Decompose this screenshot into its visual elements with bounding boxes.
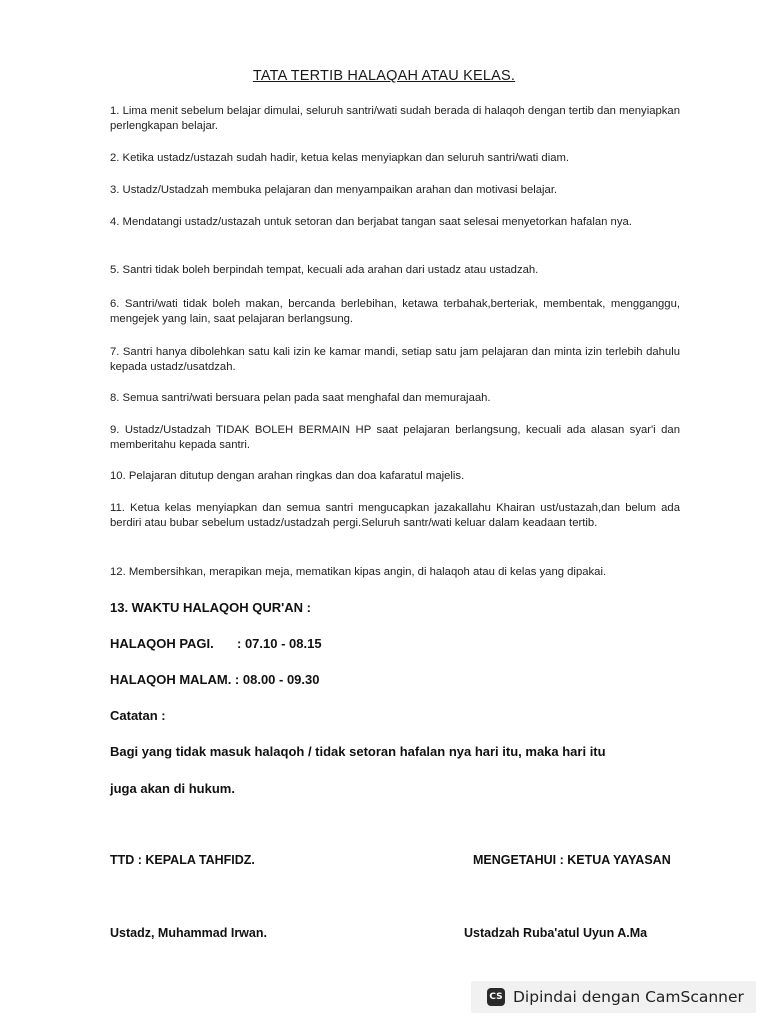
rule-4: 4. Mendatangi ustadz/ustazah untuk setoran dan berjabat tangan saat selesai menyetorkan hafalan nya. (110, 216, 632, 228)
rule-6: 6. Santri/wati tidak boleh makan, bercanda berlebihan, ketawa terbahak,berteriak, membentak, mengganggu, mengejek yang lain, saat pelajaran berlangsung. (110, 298, 680, 325)
rule-10: 10. Pelajaran ditutup dengan arahan ringkas dan doa kafaratul majelis. (110, 470, 465, 482)
schedule-malam: HALAQOH MALAM. : 08.00 - 09.30 (110, 672, 320, 687)
note-line-2: juga akan di hukum. (110, 781, 235, 796)
rule-1: 1. Lima menit sebelum belajar dimulai, seluruh santri/wati sudah berada di halaqoh dengan tertib dan menyiapkan perlengkapan belajar. (110, 105, 680, 132)
schedule-heading: 13. WAKTU HALAQOH QUR'AN : (110, 600, 311, 615)
schedule-pagi-label: HALAQOH PAGI. (110, 636, 214, 651)
camscanner-logo-icon: CS (487, 988, 505, 1006)
note-label: Catatan : (110, 708, 166, 723)
signature-left-role: TTD : KEPALA TAHFIDZ. (110, 853, 255, 867)
camscanner-label: Dipindai dengan CamScanner (513, 988, 744, 1006)
rule-7: 7. Santri hanya dibolehkan satu kali izin ke kamar mandi, setiap satu jam pelajaran dan minta izin terlebih dahulu kepada ustadz/usatdzah. (110, 346, 680, 373)
rule-9: 9. Ustadz/Ustadzah TIDAK BOLEH BERMAIN HP saat pelajaran berlangsung, kecuali ada alasan syar'i dan memberitahu kepada santri. (110, 424, 680, 451)
rule-5: 5. Santri tidak boleh berpindah tempat, kecuali ada arahan dari ustadz atau ustadzah. (110, 264, 539, 276)
rule-2: 2. Ketika ustadz/ustazah sudah hadir, ketua kelas menyiapkan dan seluruh santri/wati diam. (110, 152, 570, 164)
schedule-pagi-time: : 07.10 - 08.15 (237, 636, 322, 651)
signature-left-name: Ustadz, Muhammad Irwan. (110, 926, 267, 940)
rule-11: 11. Ketua kelas menyiapkan dan semua santri mengucapkan jazakallahu Khairan ust/ustazah,dan belum ada berdiri atau bubar sebelum ustadz/ustadzah pergi.Seluruh santr/wati keluar dalam keadaan tertib. (110, 502, 680, 529)
signature-right-role: MENGETAHUI : KETUA YAYASAN (473, 853, 671, 867)
camscanner-badge (471, 981, 756, 1013)
signature-right-name: Ustadzah Ruba'atul Uyun A.Ma (464, 926, 648, 940)
note-line-1: Bagi yang tidak masuk halaqoh / tidak setoran hafalan nya hari itu, maka hari itu (110, 744, 606, 759)
rule-12: 12. Membersihkan, merapikan meja, mematikan kipas angin, di halaqoh atau di kelas yang dipakai. (110, 566, 607, 578)
document-title: TATA TERTIB HALAQAH ATAU KELAS. (252, 68, 516, 84)
rule-8: 8. Semua santri/wati bersuara pelan pada saat menghafal dan memurajaah. (110, 392, 491, 404)
rule-3: 3. Ustadz/Ustadzah membuka pelajaran dan menyampaikan arahan dan motivasi belajar. (110, 184, 558, 196)
